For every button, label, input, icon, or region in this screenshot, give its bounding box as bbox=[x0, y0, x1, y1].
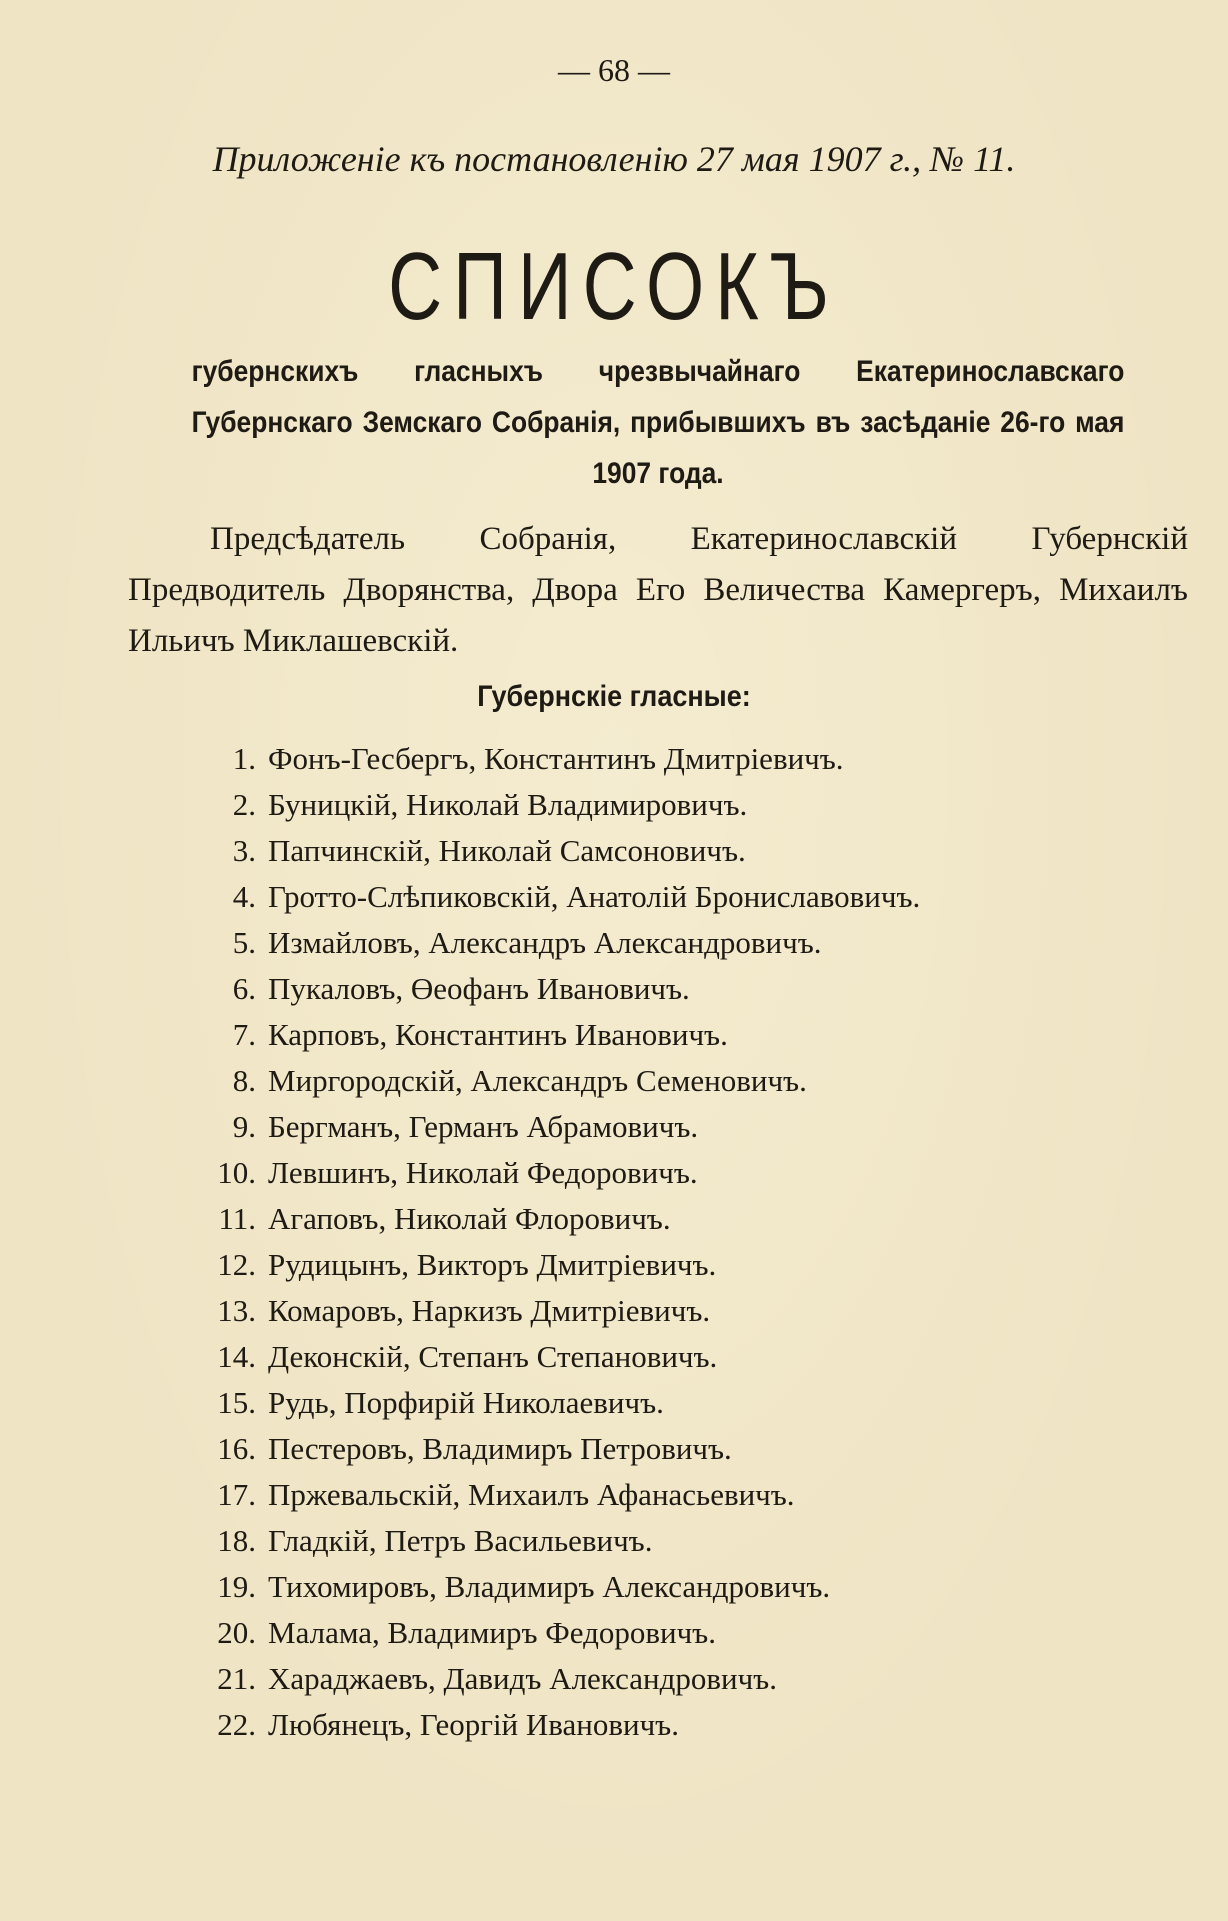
member-number: 8. bbox=[232, 1063, 256, 1098]
member-number: 12. bbox=[217, 1247, 256, 1282]
member-number: 14. bbox=[217, 1339, 256, 1374]
member-number: 18. bbox=[217, 1523, 256, 1558]
member-number: 7. bbox=[232, 1017, 256, 1052]
member-number: 16. bbox=[217, 1431, 256, 1466]
member-name: Агаповъ, Николай Флоровичъ. bbox=[268, 1201, 671, 1236]
member-number: 19. bbox=[217, 1569, 256, 1604]
list-item bbox=[190, 1380, 1090, 1426]
member-name: Пржевальскій, Михаилъ Афанасьевичъ. bbox=[268, 1477, 795, 1512]
list-item bbox=[190, 1012, 1090, 1058]
member-name: Рудицынъ, Викторъ Дмитріевичъ. bbox=[268, 1247, 717, 1282]
member-number: 9. bbox=[232, 1109, 256, 1144]
list-item bbox=[190, 1702, 1090, 1748]
member-name: Фонъ-Гесбергъ, Константинъ Дмитріевичъ. bbox=[268, 741, 844, 776]
list-item bbox=[190, 874, 1090, 920]
member-name: Миргородскій, Александръ Семеновичъ. bbox=[268, 1063, 807, 1098]
list-item bbox=[190, 1288, 1090, 1334]
member-name: Малама, Владимиръ Федоровичъ. bbox=[268, 1615, 716, 1650]
member-number: 1. bbox=[232, 741, 256, 776]
section-heading: Губернскіе гласные: bbox=[477, 680, 751, 713]
member-number: 5. bbox=[232, 925, 256, 960]
member-number: 15. bbox=[217, 1385, 256, 1420]
member-number: 20. bbox=[217, 1615, 256, 1650]
list-item bbox=[190, 782, 1090, 828]
page-number: — 68 — bbox=[558, 52, 670, 88]
list-item bbox=[190, 920, 1090, 966]
member-name: Любянецъ, Георгій Ивановичъ. bbox=[268, 1707, 679, 1742]
list-item bbox=[190, 1426, 1090, 1472]
member-name: Тихомировъ, Владимиръ Александровичъ. bbox=[268, 1569, 831, 1604]
chairman-paragraph: Предсѣдатель Собранія, Екатеринославскій Губернскій Предводитель Дворянства, Двора Его Величества Камергеръ, Михаилъ Ильичъ Миклашевскій. bbox=[128, 521, 1188, 659]
document-subtitle: губернскихъ гласныхъ чрезвычайнаго Екатеринославскаго Губернскаго Земскаго Собранія, прибывшихъ въ засѣданіе 26-го мая 1907 года. bbox=[191, 355, 1125, 490]
list-item bbox=[190, 966, 1090, 1012]
member-name: Папчинскій, Николай Самсоновичъ. bbox=[268, 833, 746, 868]
member-name: Комаровъ, Наркизъ Дмитріевичъ. bbox=[268, 1293, 711, 1328]
member-name: Бергманъ, Германъ Абрамовичъ. bbox=[268, 1109, 699, 1144]
member-number: 6. bbox=[232, 971, 256, 1006]
member-name: Деконскій, Степанъ Степановичъ. bbox=[268, 1339, 718, 1374]
list-item bbox=[190, 736, 1090, 782]
list-item bbox=[190, 1242, 1090, 1288]
member-name: Хараджаевъ, Давидъ Александровичъ. bbox=[268, 1661, 777, 1696]
list-item bbox=[190, 1656, 1090, 1702]
appendix-note: Приложеніе къ постановленію 27 мая 1907 г., № 11. bbox=[212, 139, 1016, 179]
member-name: Измайловъ, Александръ Александровичъ. bbox=[268, 925, 822, 960]
member-name: Гротто-Слѣпиковскій, Анатолій Брониславовичъ. bbox=[268, 879, 921, 914]
member-number: 11. bbox=[218, 1201, 256, 1236]
list-item bbox=[190, 1334, 1090, 1380]
member-number: 4. bbox=[232, 879, 256, 914]
list-item bbox=[190, 1472, 1090, 1518]
members-list bbox=[190, 736, 1090, 1748]
member-number: 17. bbox=[217, 1477, 256, 1512]
member-name: Рудь, Порфирій Николаевичъ. bbox=[268, 1385, 664, 1420]
list-item bbox=[190, 1518, 1090, 1564]
document-title: СПИСОКЪ bbox=[388, 233, 840, 340]
member-name: Левшинъ, Николай Федоровичъ. bbox=[268, 1155, 698, 1190]
member-number: 3. bbox=[232, 833, 256, 868]
member-name: Буницкій, Николай Владимировичъ. bbox=[268, 787, 748, 822]
member-name: Карповъ, Константинъ Ивановичъ. bbox=[268, 1017, 728, 1052]
list-item bbox=[190, 1196, 1090, 1242]
list-item bbox=[190, 1104, 1090, 1150]
list-item bbox=[190, 1058, 1090, 1104]
member-number: 10. bbox=[217, 1155, 256, 1190]
member-number: 2. bbox=[232, 787, 256, 822]
member-number: 21. bbox=[217, 1661, 256, 1696]
list-item bbox=[190, 1564, 1090, 1610]
list-item bbox=[190, 1610, 1090, 1656]
list-item bbox=[190, 1150, 1090, 1196]
member-name: Пукаловъ, Өеофанъ Ивановичъ. bbox=[268, 971, 690, 1006]
list-item bbox=[190, 828, 1090, 874]
member-name: Пестеровъ, Владимиръ Петровичъ. bbox=[268, 1431, 732, 1466]
member-number: 22. bbox=[217, 1707, 256, 1742]
member-number: 13. bbox=[217, 1293, 256, 1328]
member-name: Гладкій, Петръ Васильевичъ. bbox=[268, 1523, 653, 1558]
